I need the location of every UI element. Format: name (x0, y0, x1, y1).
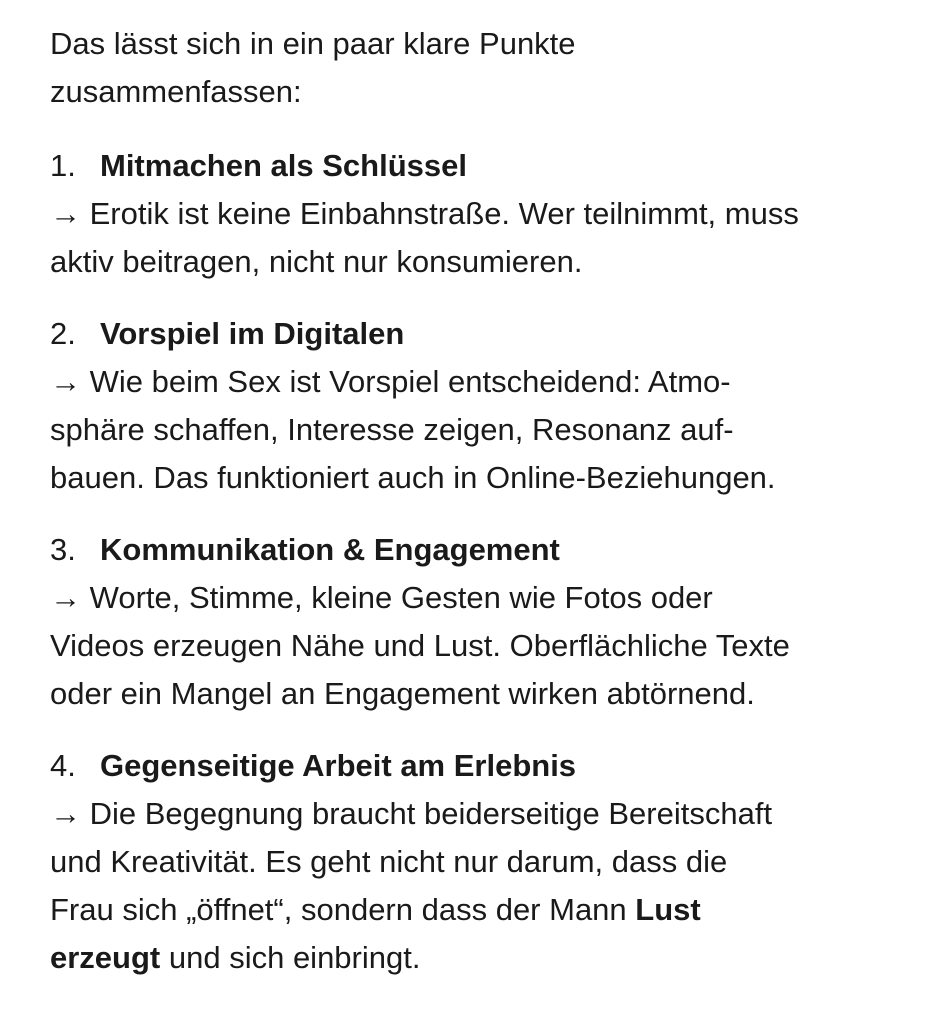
intro-line-2: zusammenfassen: (50, 74, 302, 109)
arrow-right-icon: → (50, 364, 81, 399)
list-item-title: Mitmachen als Schlüssel (100, 148, 467, 183)
list-item-3 (50, 526, 896, 718)
list-item-1 (50, 142, 896, 286)
body-line: sphäre schaffen, Interesse zeigen, Resonanz auf- (50, 412, 734, 447)
list-item-2 (50, 310, 896, 502)
list-item-number: 3. (50, 532, 76, 567)
list-item-body (50, 190, 896, 286)
intro-line-1: Das lässt sich in ein paar klare Punkte (50, 26, 576, 61)
list-item-number: 1. (50, 148, 76, 183)
body-line: bauen. Das funktioniert auch in Online-Beziehungen. (50, 460, 776, 495)
list-item-number: 2. (50, 316, 76, 351)
list-item-body (50, 574, 896, 718)
list-item-heading (50, 526, 896, 574)
list-item-heading (50, 142, 896, 190)
list-item-title: Kommunikation & Engagement (100, 532, 560, 567)
emphasis-text: Lust (635, 892, 701, 927)
body-line: Wie beim Sex ist Vorspiel entscheidend: Atmo- (89, 364, 731, 399)
list-item-body (50, 358, 896, 502)
list-item-heading (50, 310, 896, 358)
body-line: Die Begegnung braucht beiderseitige Bereitschaft (89, 796, 773, 831)
list-item-title: Vorspiel im Digitalen (100, 316, 405, 351)
emphasis-text: erzeugt (50, 940, 161, 975)
body-line: und Kreativität. Es geht nicht nur darum, dass die (50, 844, 728, 879)
body-line: und sich einbringt. (160, 940, 421, 975)
list-item-heading (50, 742, 896, 790)
arrow-right-icon: → (50, 796, 81, 831)
arrow-right-icon: → (50, 580, 81, 615)
list-item-number: 4. (50, 748, 76, 783)
list-item-title: Gegenseitige Arbeit am Erlebnis (100, 748, 577, 783)
list-item-body (50, 790, 896, 982)
body-line: Frau sich „öffnet“, sondern dass der Mann (50, 892, 636, 927)
intro-paragraph (50, 20, 896, 116)
body-line: Erotik ist keine Einbahnstraße. Wer teilnimmt, muss (89, 196, 799, 231)
body-line: Worte, Stimme, kleine Gesten wie Fotos oder (89, 580, 713, 615)
body-line: Videos erzeugen Nähe und Lust. Oberflächliche Texte (50, 628, 790, 663)
body-line: oder ein Mangel an Engagement wirken abtörnend. (50, 676, 755, 711)
body-line: aktiv beitragen, nicht nur konsumieren. (50, 244, 583, 279)
arrow-right-icon: → (50, 196, 81, 231)
list-item-4 (50, 742, 896, 982)
